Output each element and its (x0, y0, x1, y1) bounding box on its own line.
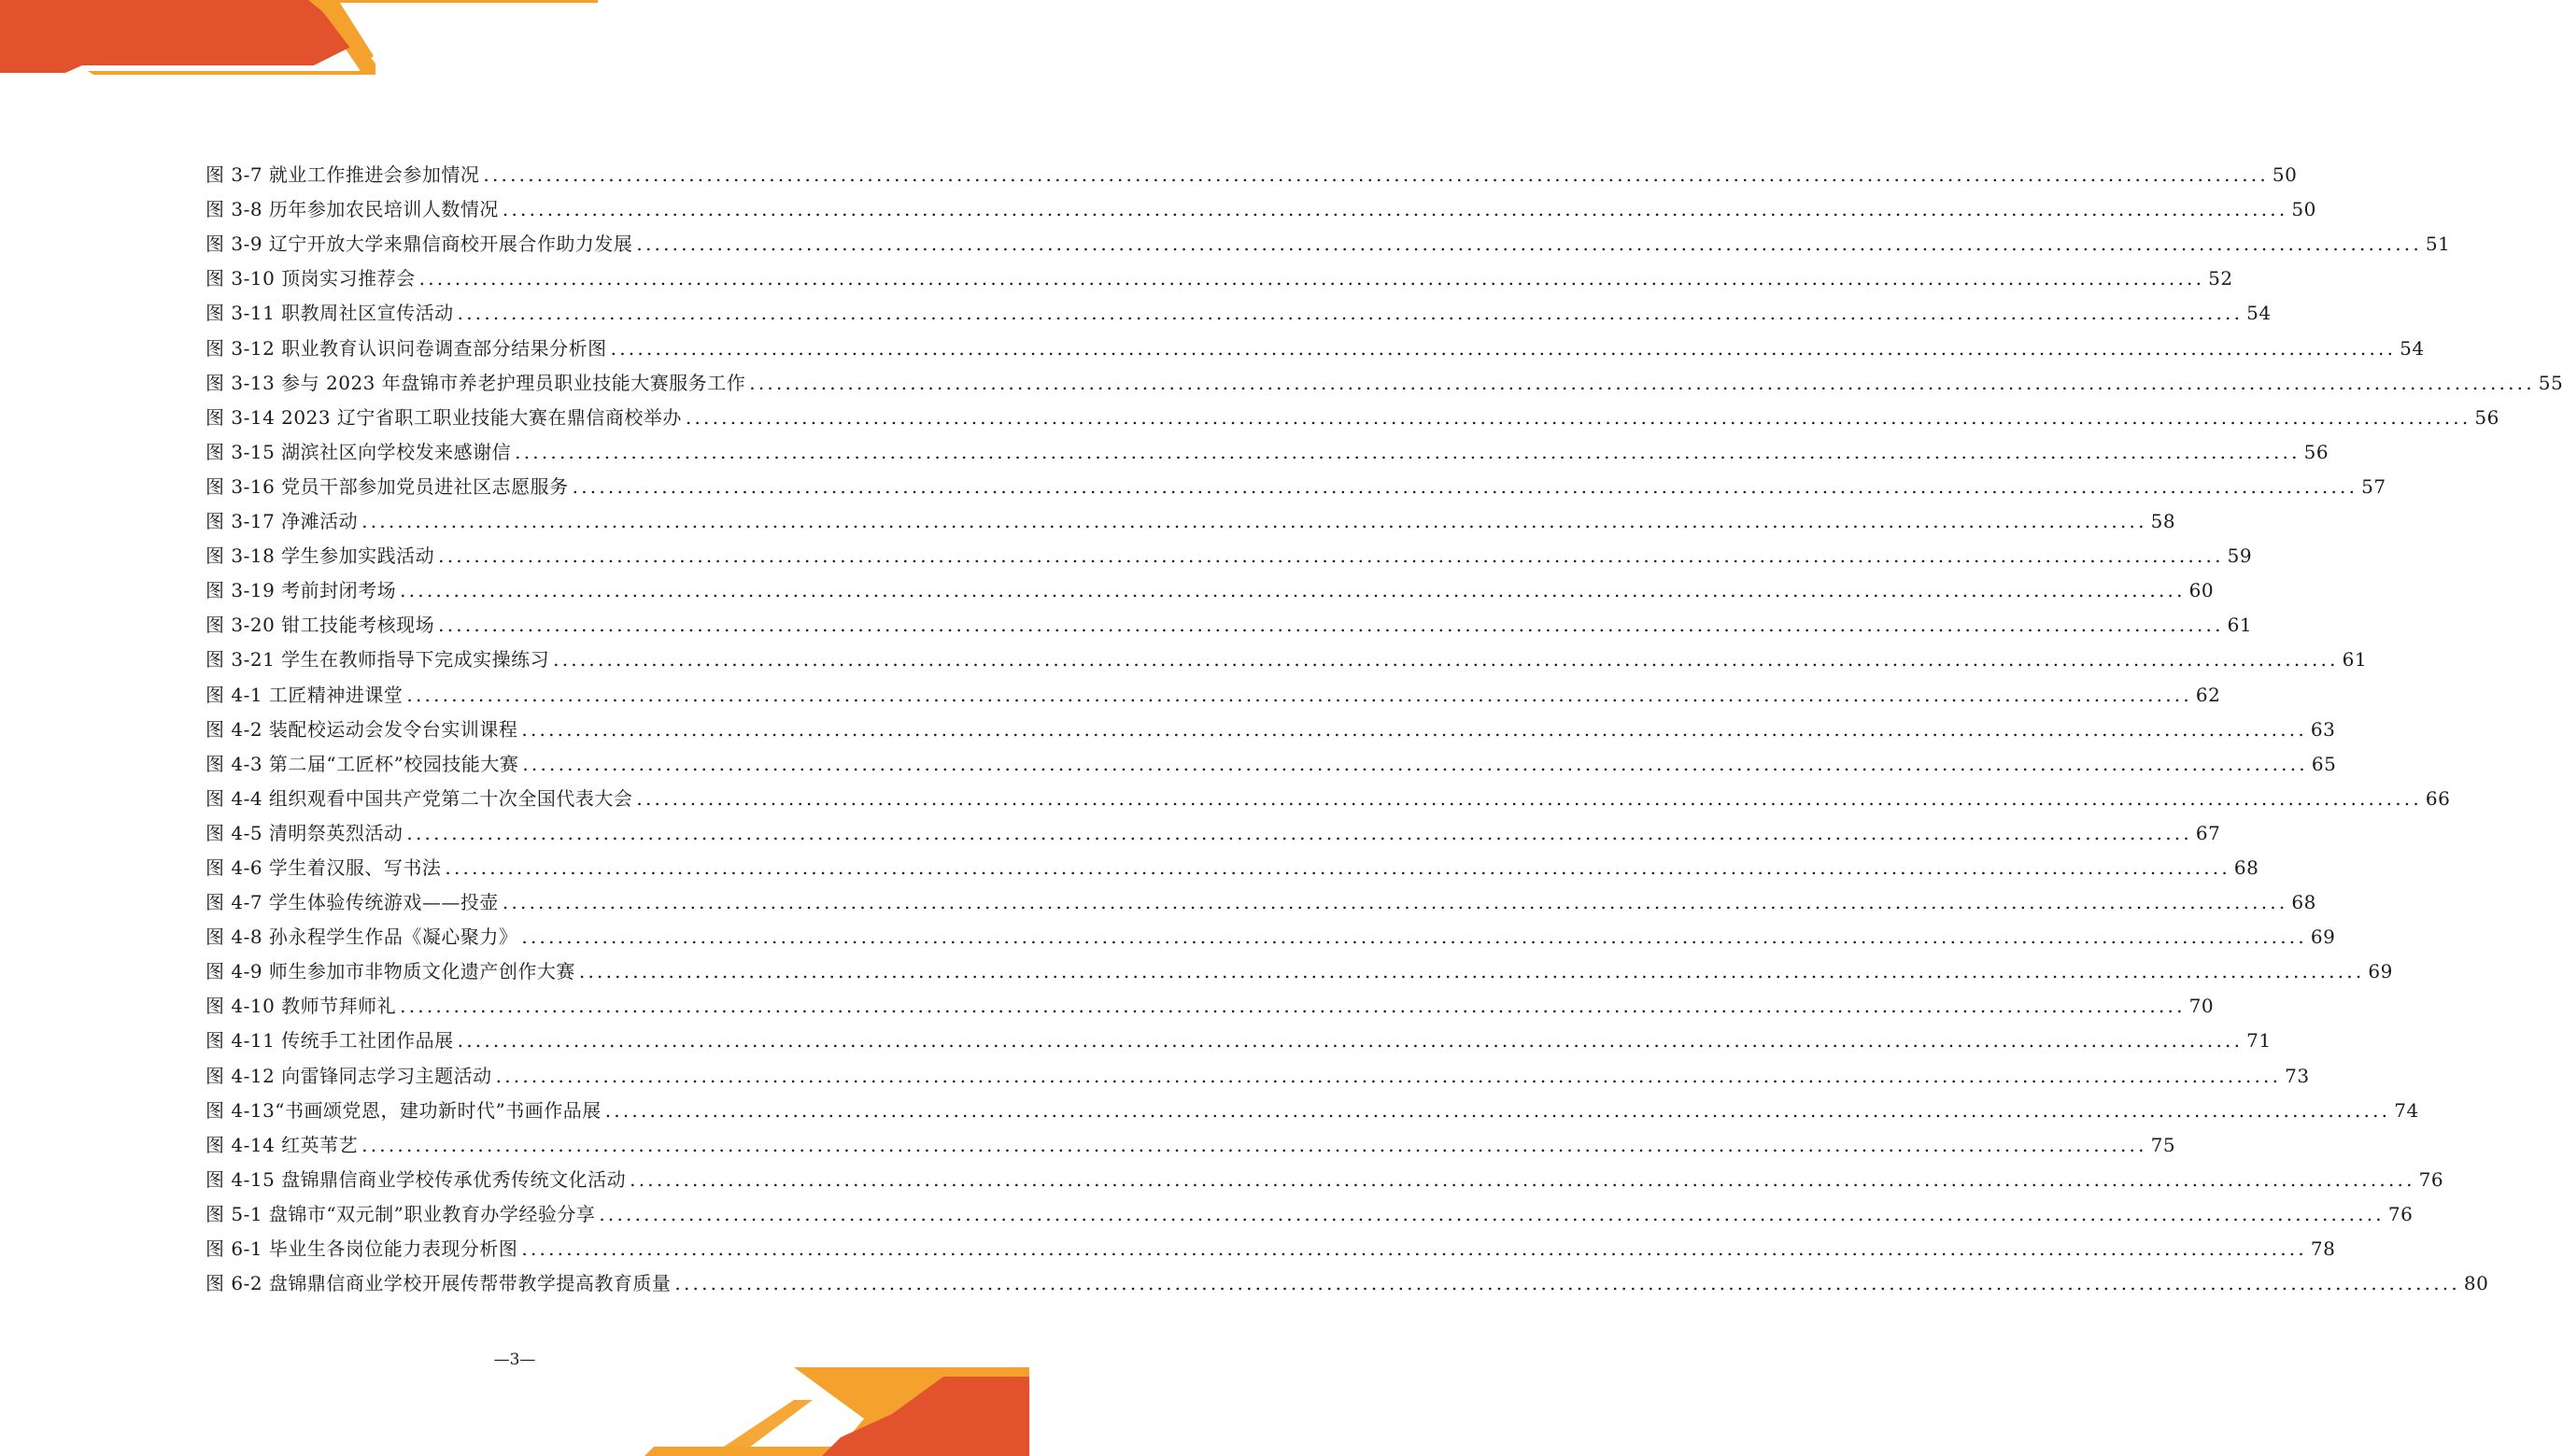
toc-entry[interactable] (205, 1017, 2272, 1053)
toc-entry-label: 图 3-18 学生参加实践活动 (205, 544, 435, 568)
toc-dot-leader: ........................................................................................................................................................................................................ (445, 855, 2230, 879)
toc-entry[interactable] (205, 1122, 2176, 1156)
toc-entry-page: 58 (2150, 510, 2176, 533)
toc-entry-label: 图 3-10 顶岗实习推荐会 (205, 267, 416, 290)
toc-entry-label: 图 4-12 向雷锋同志学习主题活动 (205, 1064, 492, 1087)
toc-entry[interactable] (205, 1225, 2336, 1260)
toc-dot-leader: ........................................................................................................................................................................................................ (502, 198, 2288, 221)
toc-entry-page: 76 (2387, 1202, 2414, 1225)
toc-entry-page: 50 (2291, 198, 2316, 221)
toc-entry[interactable] (205, 913, 2336, 949)
footer-decoration (0, 1363, 1029, 1456)
toc-dot-leader: ........................................................................................................................................................................................................ (604, 1098, 2391, 1122)
table-of-figures (205, 151, 2563, 1295)
toc-entry-page: 71 (2246, 1029, 2272, 1053)
toc-entry[interactable] (205, 1260, 2489, 1295)
toc-dot-leader: ........................................................................................................................................................................................................ (400, 579, 2186, 602)
toc-entry-page: 63 (2310, 717, 2336, 741)
toc-entry-page: 52 (2208, 267, 2233, 290)
toc-dot-leader: ........................................................................................................................................................................................................ (406, 683, 2192, 706)
toc-entry-page: 68 (2291, 891, 2316, 914)
toc-entry[interactable] (205, 255, 2233, 290)
toc-entry-page: 54 (2400, 336, 2425, 360)
toc-dot-leader: ........................................................................................................................................................................................................ (521, 926, 2307, 949)
toc-entry-label: 图 3-21 学生在教师指导下完成实操练习 (205, 648, 550, 671)
toc-entry[interactable] (205, 671, 2221, 706)
toc-entry-label: 图 4-1 工匠精神进课堂 (205, 683, 404, 706)
toc-entry[interactable] (205, 498, 2176, 533)
toc-entry-label: 图 3-19 考前封闭考场 (205, 579, 397, 602)
toc-entry[interactable] (205, 601, 2253, 637)
toc-dot-leader: ........................................................................................................................................................................................................ (553, 648, 2339, 671)
toc-entry-label: 图 3-8 历年参加农民培训人数情况 (205, 198, 499, 221)
toc-entry-page: 55 (2538, 371, 2563, 394)
toc-dot-leader: ........................................................................................................................................................................................................ (521, 1237, 2307, 1260)
toc-dot-leader: ........................................................................................................................................................................................................ (572, 474, 2358, 498)
toc-entry[interactable] (205, 810, 2221, 844)
toc-dot-leader: ........................................................................................................................................................................................................ (749, 371, 2535, 394)
toc-dot-leader: ........................................................................................................................................................................................................ (674, 1272, 2460, 1295)
toc-entry-label: 图 3-13 参与 2023 年盘锦市养老护理员职业技能大赛服务工作 (205, 371, 746, 394)
toc-entry[interactable] (205, 706, 2336, 741)
toc-entry[interactable] (205, 844, 2259, 879)
toc-entry-page: 78 (2310, 1237, 2336, 1260)
toc-dot-leader: ........................................................................................................................................................................................................ (636, 233, 2422, 256)
toc-entry-page: 66 (2425, 786, 2451, 810)
toc-entry-page: 56 (2474, 405, 2499, 429)
toc-entry[interactable] (205, 741, 2337, 775)
toc-entry-page: 67 (2195, 821, 2221, 844)
toc-dot-leader: ........................................................................................................................................................................................................ (636, 786, 2422, 810)
toc-entry[interactable] (205, 1052, 2310, 1087)
toc-dot-leader: ........................................................................................................................................................................................................ (361, 510, 2147, 533)
toc-entry-label: 图 3-17 净滩活动 (205, 510, 359, 533)
toc-entry[interactable] (205, 324, 2425, 360)
toc-entry-label: 图 3-7 就业工作推进会参加情况 (205, 163, 480, 187)
toc-dot-leader: ........................................................................................................................................................................................................ (457, 302, 2244, 325)
toc-entry-page: 51 (2425, 233, 2451, 256)
toc-entry[interactable] (205, 982, 2215, 1018)
toc-entry-page: 65 (2311, 752, 2337, 775)
toc-dot-leader: ........................................................................................................................................................................................................ (406, 821, 2192, 844)
toc-dot-leader: ........................................................................................................................................................................................................ (502, 891, 2288, 914)
toc-entry[interactable] (205, 186, 2316, 221)
toc-entry[interactable] (205, 567, 2215, 602)
toc-entry[interactable] (205, 948, 2393, 983)
toc-entry-label: 图 4-4 组织观看中国共产党第二十次全国代表大会 (205, 786, 633, 810)
toc-entry-page: 56 (2303, 440, 2329, 463)
toc-entry-page: 57 (2361, 474, 2386, 498)
toc-dot-leader: ........................................................................................................................................................................................................ (599, 1202, 2385, 1225)
toc-entry-label: 图 6-2 盘锦鼎信商业学校开展传帮带教学提高教育质量 (205, 1272, 672, 1295)
toc-dot-leader: ........................................................................................................................................................................................................ (521, 717, 2307, 741)
toc-dot-leader: ........................................................................................................................................................................................................ (522, 752, 2308, 775)
toc-entry-page: 73 (2285, 1064, 2310, 1087)
toc-entry-page: 61 (2342, 648, 2368, 671)
toc-entry[interactable] (205, 429, 2329, 463)
toc-dot-leader: ........................................................................................................................................................................................................ (438, 544, 2224, 568)
toc-entry-label: 图 4-15 盘锦鼎信商业学校传承优秀传统文化活动 (205, 1167, 627, 1191)
toc-entry[interactable] (205, 879, 2316, 914)
toc-entry-label: 图 4-10 教师节拜师礼 (205, 995, 397, 1018)
toc-entry-page: 70 (2188, 995, 2215, 1018)
toc-entry-page: 75 (2150, 1133, 2176, 1156)
toc-entry[interactable] (205, 151, 2298, 187)
toc-entry-page: 74 (2394, 1098, 2419, 1122)
toc-entry-page: 60 (2188, 579, 2215, 602)
header-red-band (0, 0, 361, 73)
toc-entry-label: 图 4-3 第二届“工匠杯”校园技能大赛 (205, 752, 519, 775)
toc-entry-label: 图 3-16 党员干部参加党员进社区志愿服务 (205, 474, 569, 498)
page-number: —3— (493, 1350, 536, 1369)
toc-entry-page: 76 (2418, 1167, 2444, 1191)
header-decoration (0, 0, 1029, 84)
toc-dot-leader: ........................................................................................................................................................................................................ (400, 995, 2186, 1018)
toc-entry-label: 图 3-11 职教周社区宣传活动 (205, 302, 454, 325)
toc-entry-page: 80 (2463, 1272, 2489, 1295)
toc-entry-page: 59 (2227, 544, 2253, 568)
toc-entry-label: 图 4-8 孙永程学生作品《凝心聚力》 (205, 926, 518, 949)
toc-dot-leader: ........................................................................................................................................................................................................ (418, 267, 2205, 290)
toc-entry-page: 61 (2227, 614, 2253, 637)
toc-entry[interactable] (205, 360, 2563, 394)
toc-entry-page: 68 (2233, 855, 2259, 879)
toc-dot-leader: ........................................................................................................................................................................................................ (685, 405, 2471, 429)
toc-entry[interactable] (205, 220, 2451, 256)
toc-entry-label: 图 3-20 钳工技能考核现场 (205, 614, 435, 637)
toc-entry-page: 50 (2272, 163, 2298, 187)
toc-dot-leader: ........................................................................................................................................................................................................ (483, 163, 2269, 187)
toc-entry-page: 54 (2246, 302, 2272, 325)
toc-entry[interactable] (205, 463, 2386, 498)
toc-entry-page: 69 (2368, 960, 2393, 983)
toc-entry-label: 图 4-14 红英苇艺 (205, 1133, 359, 1156)
toc-entry[interactable] (205, 290, 2272, 325)
toc-entry-label: 图 5-1 盘锦市“双元制”职业教育办学经验分享 (205, 1202, 596, 1225)
toc-entry-label: 图 4-13“书画颂党恩，建功新时代”书画作品展 (205, 1098, 602, 1122)
toc-entry-label: 图 4-5 清明祭英烈活动 (205, 821, 404, 844)
toc-dot-leader: ........................................................................................................................................................................................................ (438, 614, 2224, 637)
toc-entry-label: 图 3-12 职业教育认识问卷调查部分结果分析图 (205, 336, 607, 360)
toc-entry[interactable] (205, 1191, 2414, 1225)
toc-dot-leader: ........................................................................................................................................................................................................ (578, 960, 2365, 983)
toc-entry-page: 62 (2195, 683, 2221, 706)
toc-entry[interactable] (205, 636, 2368, 671)
toc-entry[interactable] (205, 394, 2499, 429)
toc-entry-label: 图 4-7 学生体验传统游戏——投壶 (205, 891, 499, 914)
toc-entry-label: 图 6-1 毕业生各岗位能力表现分析图 (205, 1237, 518, 1260)
toc-entry[interactable] (205, 532, 2253, 568)
toc-entry-label: 图 3-9 辽宁开放大学来鼎信商校开展合作助力发展 (205, 233, 633, 256)
toc-dot-leader: ........................................................................................................................................................................................................ (630, 1167, 2415, 1191)
toc-dot-leader: ........................................................................................................................................................................................................ (457, 1029, 2244, 1053)
toc-entry-label: 图 3-14 2023 辽宁省职工职业技能大赛在鼎信商校举办 (205, 405, 682, 429)
toc-entry[interactable] (205, 1156, 2444, 1191)
toc-entry[interactable] (205, 775, 2451, 810)
toc-dot-leader: ........................................................................................................................................................................................................ (495, 1064, 2282, 1087)
toc-entry[interactable] (205, 1087, 2419, 1122)
toc-dot-leader: ........................................................................................................................................................................................................ (610, 336, 2397, 360)
toc-entry-page: 69 (2310, 926, 2336, 949)
toc-entry-label: 图 4-6 学生着汉服、写书法 (205, 855, 442, 879)
toc-dot-leader: ........................................................................................................................................................................................................ (515, 440, 2301, 463)
toc-entry-label: 图 4-11 传统手工社团作品展 (205, 1029, 454, 1053)
toc-entry-label: 图 4-2 装配校运动会发令台实训课程 (205, 717, 518, 741)
toc-dot-leader: ........................................................................................................................................................................................................ (361, 1133, 2147, 1156)
toc-entry-label: 图 4-9 师生参加市非物质文化遗产创作大赛 (205, 960, 575, 983)
toc-entry-label: 图 3-15 湖滨社区向学校发来感谢信 (205, 440, 512, 463)
